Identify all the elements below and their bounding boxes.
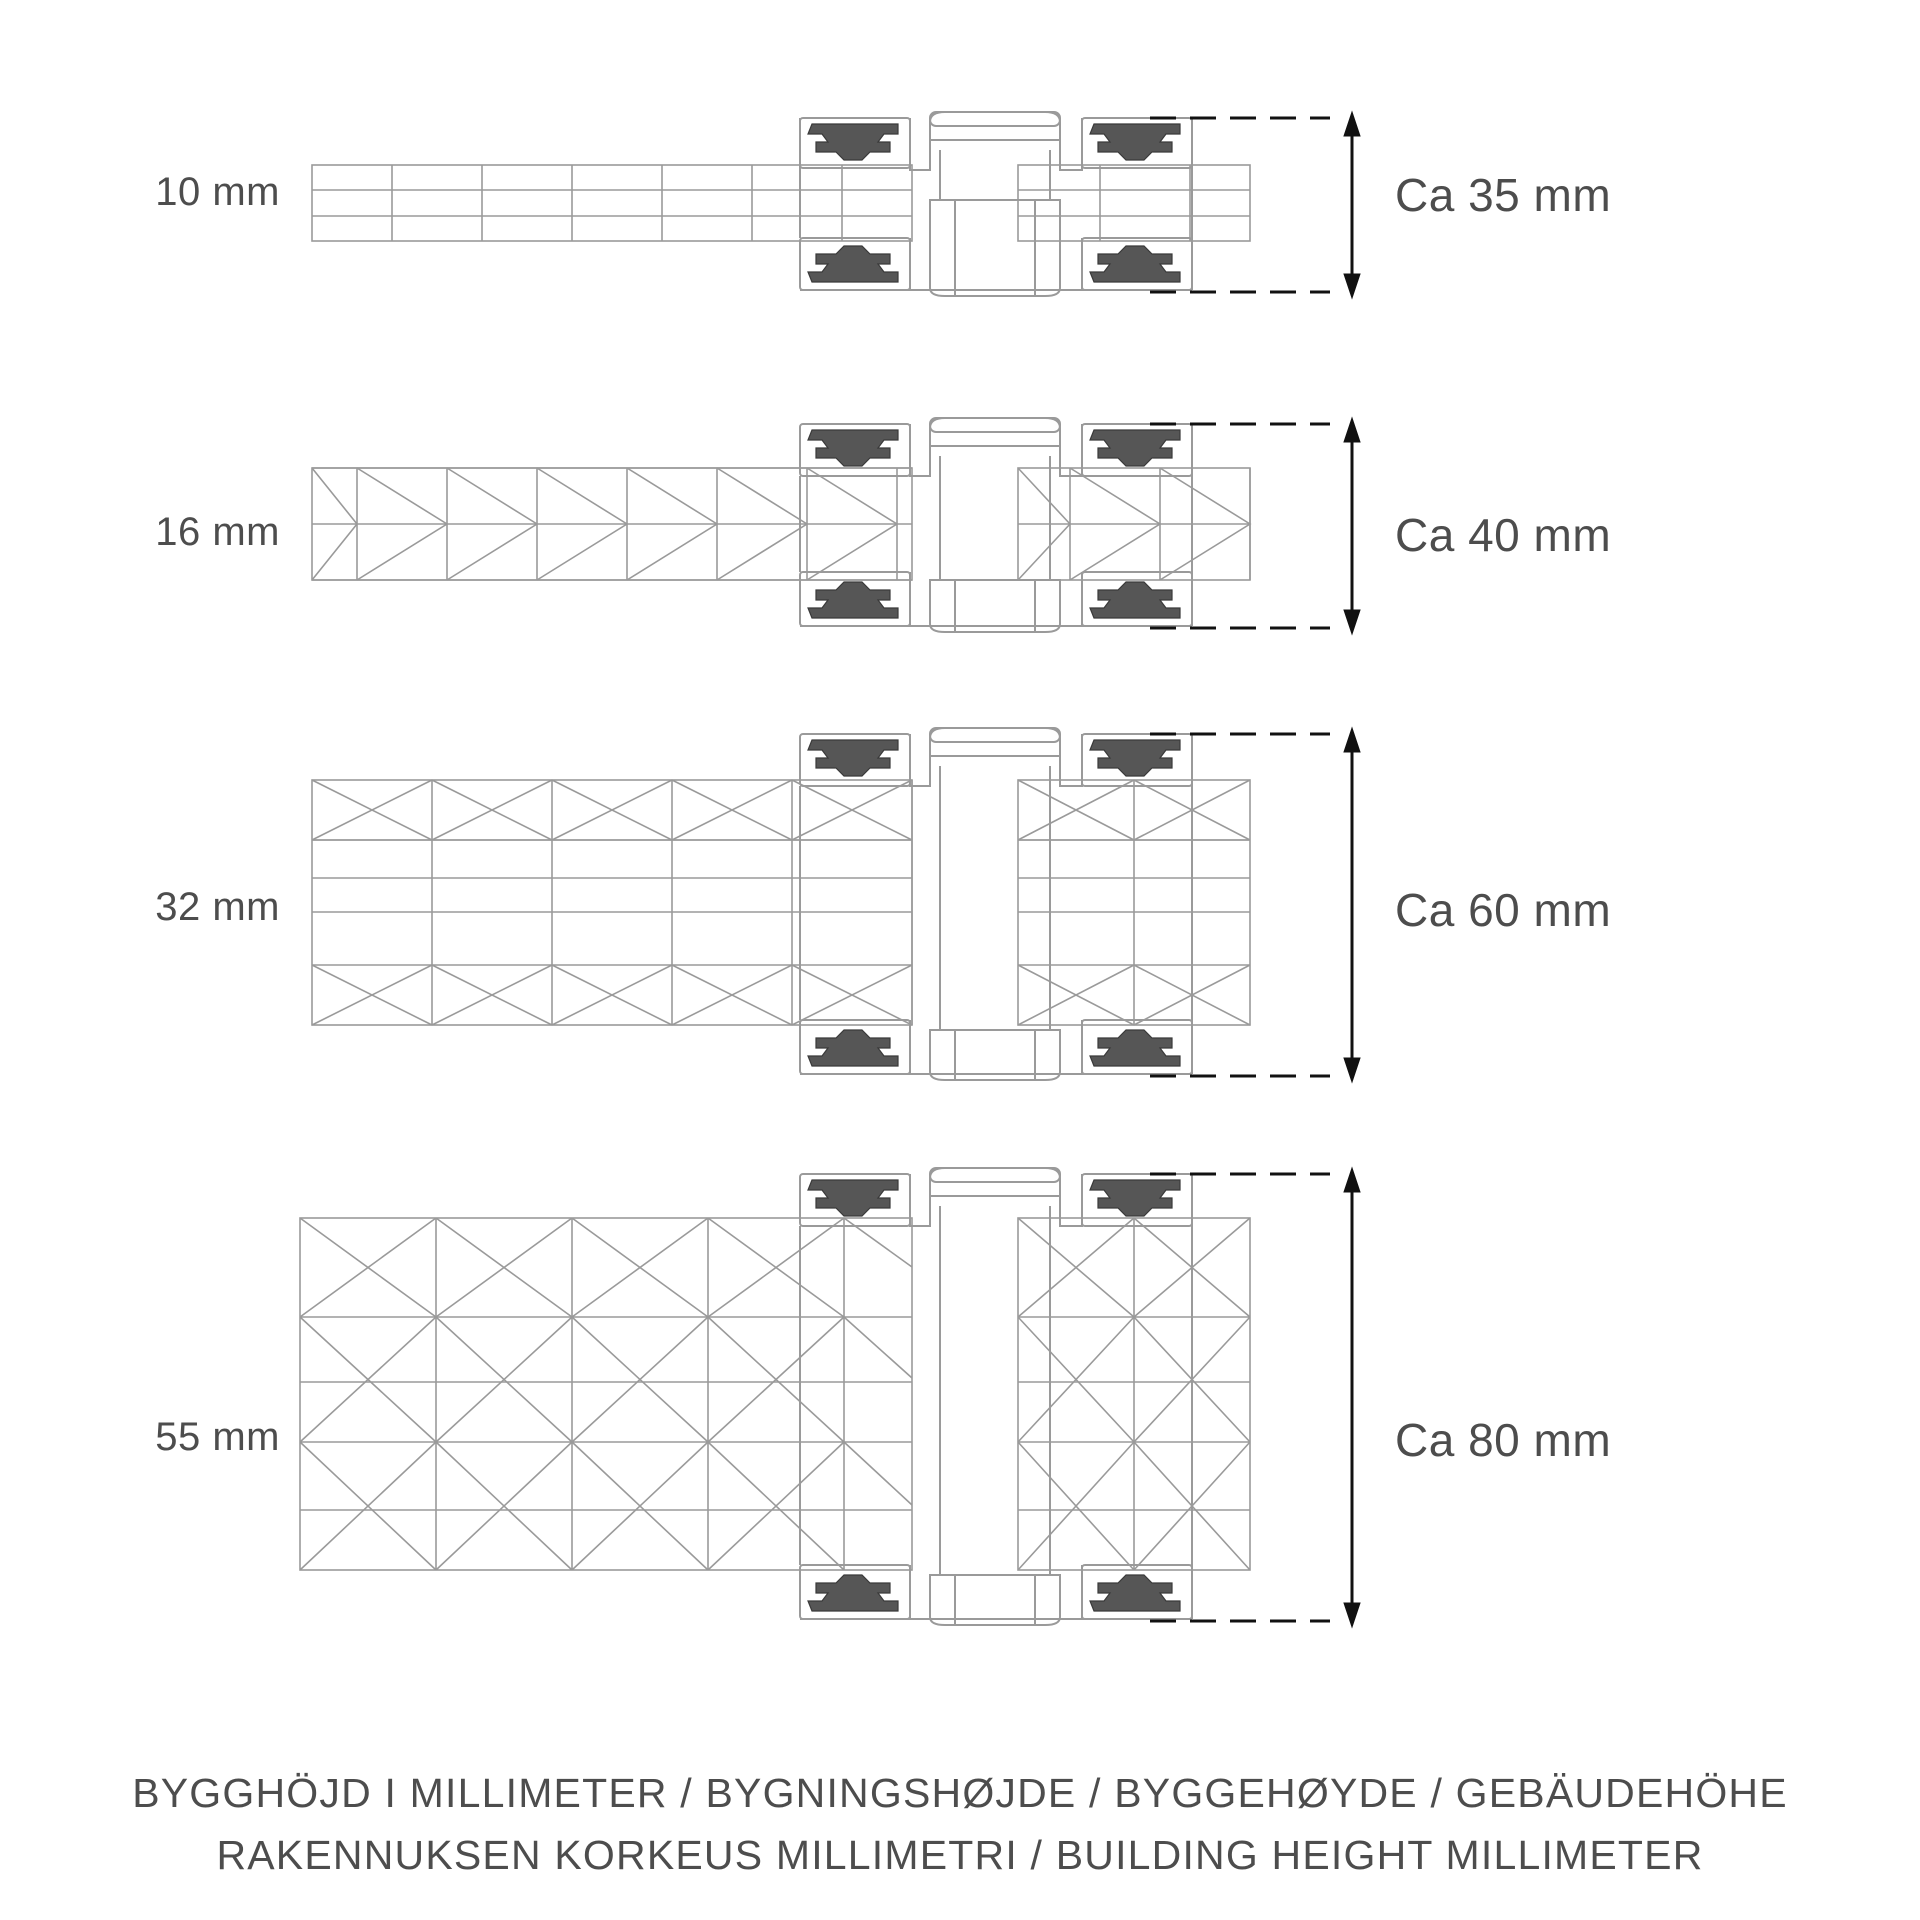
sheet-thickness-label-32mm: 32 mm bbox=[155, 885, 280, 929]
panel-left-16mm bbox=[312, 468, 912, 580]
diagram-row-10mm bbox=[0, 0, 1920, 310]
panel-right-10mm bbox=[1018, 165, 1250, 241]
panel-left-10mm bbox=[312, 165, 912, 241]
panel-left-55mm bbox=[300, 1218, 912, 1570]
dimension-32mm bbox=[1150, 728, 1360, 1082]
build-height-label-32mm: Ca 60 mm bbox=[1395, 884, 1612, 936]
caption-line-2: RAKENNUKSEN KORKEUS MILLIMETRI / BUILDING HEIGHT MILLIMETER bbox=[216, 1832, 1704, 1878]
panel-right-16mm bbox=[1018, 468, 1250, 580]
panel-right-55mm bbox=[1018, 1218, 1250, 1570]
dimension-55mm bbox=[1150, 1168, 1360, 1627]
diagram-row-55mm bbox=[0, 1150, 1920, 1710]
cross-section-drawing-10mm bbox=[0, 0, 1920, 310]
glazing-bar-profile-10mm bbox=[800, 112, 1192, 296]
build-height-label-55mm: Ca 80 mm bbox=[1395, 1414, 1612, 1466]
dimension-16mm bbox=[1150, 418, 1360, 634]
build-height-label-10mm: Ca 35 mm bbox=[1395, 169, 1612, 221]
dimension-10mm bbox=[1150, 112, 1360, 298]
caption-line-1: BYGGHÖJD I MILLIMETER / BYGNINGSHØJDE / BYGGEHØYDE / GEBÄUDEHÖHE bbox=[132, 1770, 1788, 1816]
diagram-row-16mm bbox=[0, 380, 1920, 670]
sheet-thickness-label-55mm: 55 mm bbox=[155, 1415, 280, 1459]
sheet-thickness-label-16mm: 16 mm bbox=[155, 510, 280, 554]
sheet-thickness-label-10mm: 10 mm bbox=[155, 170, 280, 214]
panel-left-32mm bbox=[312, 780, 912, 1025]
glazing-bar-profile-16mm bbox=[800, 418, 1192, 632]
panel-right-32mm bbox=[1018, 780, 1250, 1025]
diagram-row-32mm bbox=[0, 700, 1920, 1100]
build-height-label-16mm: Ca 40 mm bbox=[1395, 509, 1612, 561]
